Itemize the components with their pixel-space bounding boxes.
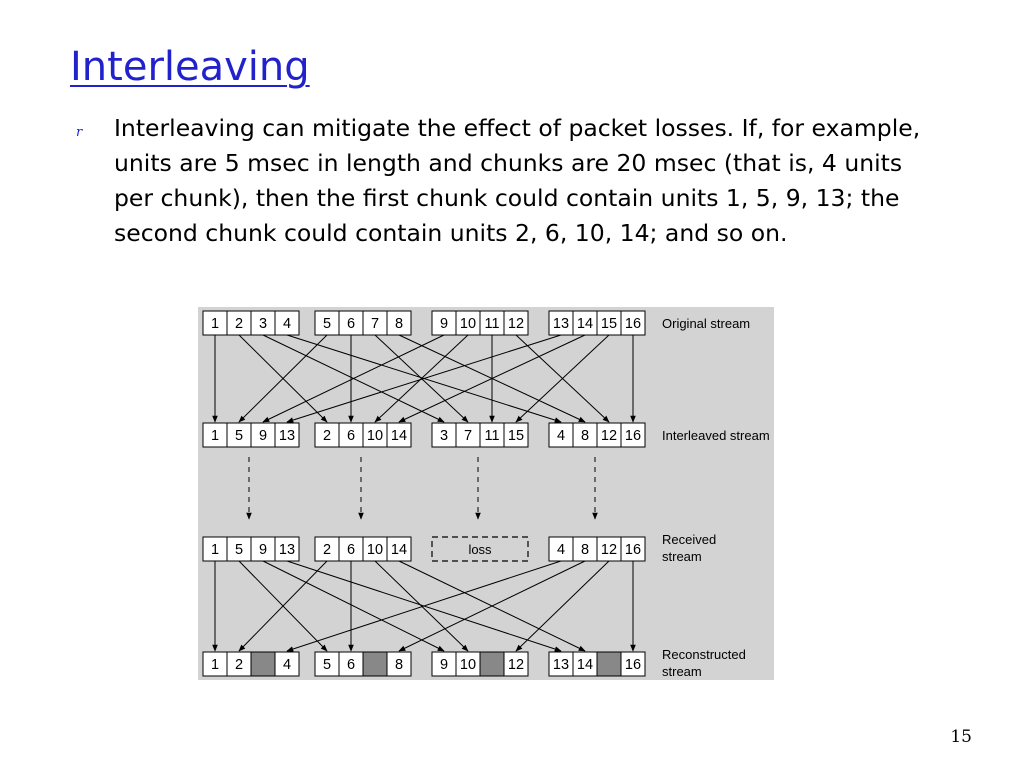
diagram-background — [198, 307, 774, 680]
unit-number: 6 — [346, 316, 356, 332]
reconstructed-stream-label: Reconstructed — [662, 647, 746, 662]
unit-number: 14 — [390, 428, 408, 444]
unit-number: 1 — [210, 657, 220, 673]
unit-number: 1 — [210, 428, 220, 444]
unit-number: 14 — [576, 657, 594, 673]
unit-number: 9 — [258, 542, 268, 558]
missing-unit-cell — [597, 652, 621, 676]
unit-number: 13 — [552, 657, 570, 673]
slide-title: Interleaving — [70, 44, 310, 90]
unit-number: 14 — [576, 316, 594, 332]
unit-number: 12 — [507, 657, 525, 673]
unit-number: 12 — [600, 428, 618, 444]
unit-number: 2 — [322, 542, 332, 558]
unit-number: 4 — [556, 428, 566, 444]
unit-number: 5 — [322, 657, 332, 673]
bullet-marker: r — [76, 125, 83, 140]
unit-number: 15 — [600, 316, 618, 332]
unit-number: 13 — [278, 542, 296, 558]
unit-number: 14 — [390, 542, 408, 558]
unit-number: 6 — [346, 657, 356, 673]
interleaving-diagram — [198, 307, 774, 680]
unit-number: 7 — [370, 316, 380, 332]
missing-unit-cell — [480, 652, 504, 676]
unit-number: 8 — [394, 657, 404, 673]
unit-number: 8 — [580, 428, 590, 444]
unit-number: 1 — [210, 542, 220, 558]
unit-number: 11 — [484, 316, 500, 332]
unit-number: 13 — [552, 316, 570, 332]
loss-label: loss — [468, 542, 492, 557]
unit-number: 6 — [346, 428, 356, 444]
unit-number: 4 — [282, 316, 292, 332]
bullet-text: Interleaving can mitigate the effect of packet losses. If, for example, units are 5 msec in length and chunks are 20 msec (that is, 4 units per chunk), then the first chunk could contain units 1, 5, 9, 13; the second chunk could contain units 2, 6, 10, 14; and so on. — [114, 114, 921, 247]
missing-unit-cell — [251, 652, 275, 676]
unit-number: 3 — [258, 316, 268, 332]
missing-unit-cell — [363, 652, 387, 676]
unit-number: 15 — [507, 428, 525, 444]
interleaved-stream-label: Interleaved stream — [662, 428, 770, 443]
unit-number: 13 — [278, 428, 296, 444]
unit-number: 4 — [282, 657, 292, 673]
unit-number: 5 — [234, 542, 244, 558]
unit-number: 2 — [234, 316, 244, 332]
unit-number: 9 — [439, 316, 449, 332]
unit-number: 16 — [624, 542, 642, 558]
unit-number: 16 — [624, 657, 642, 673]
page-number: 15 — [950, 727, 972, 747]
unit-number: 6 — [346, 542, 356, 558]
unit-number: 2 — [322, 428, 332, 444]
unit-number: 16 — [624, 428, 642, 444]
unit-number: 10 — [366, 542, 384, 558]
unit-number: 3 — [439, 428, 449, 444]
unit-number: 7 — [463, 428, 473, 444]
unit-number: 10 — [459, 657, 477, 673]
original-stream-label: Original stream — [662, 316, 751, 331]
unit-number: 16 — [624, 316, 642, 332]
unit-number: 12 — [507, 316, 525, 332]
reconstructed-stream-label: stream — [662, 664, 702, 679]
unit-number: 11 — [484, 428, 500, 444]
unit-number: 10 — [366, 428, 384, 444]
unit-number: 9 — [439, 657, 449, 673]
received-stream-label: Received — [662, 532, 717, 547]
unit-number: 9 — [258, 428, 268, 444]
unit-number: 8 — [580, 542, 590, 558]
unit-number: 8 — [394, 316, 404, 332]
received-stream-label: stream — [662, 549, 702, 564]
unit-number: 4 — [556, 542, 566, 558]
unit-number: 10 — [459, 316, 477, 332]
unit-number: 12 — [600, 542, 618, 558]
unit-number: 5 — [234, 428, 244, 444]
unit-number: 5 — [322, 316, 332, 332]
unit-number: 2 — [234, 657, 244, 673]
unit-number: 1 — [210, 316, 220, 332]
